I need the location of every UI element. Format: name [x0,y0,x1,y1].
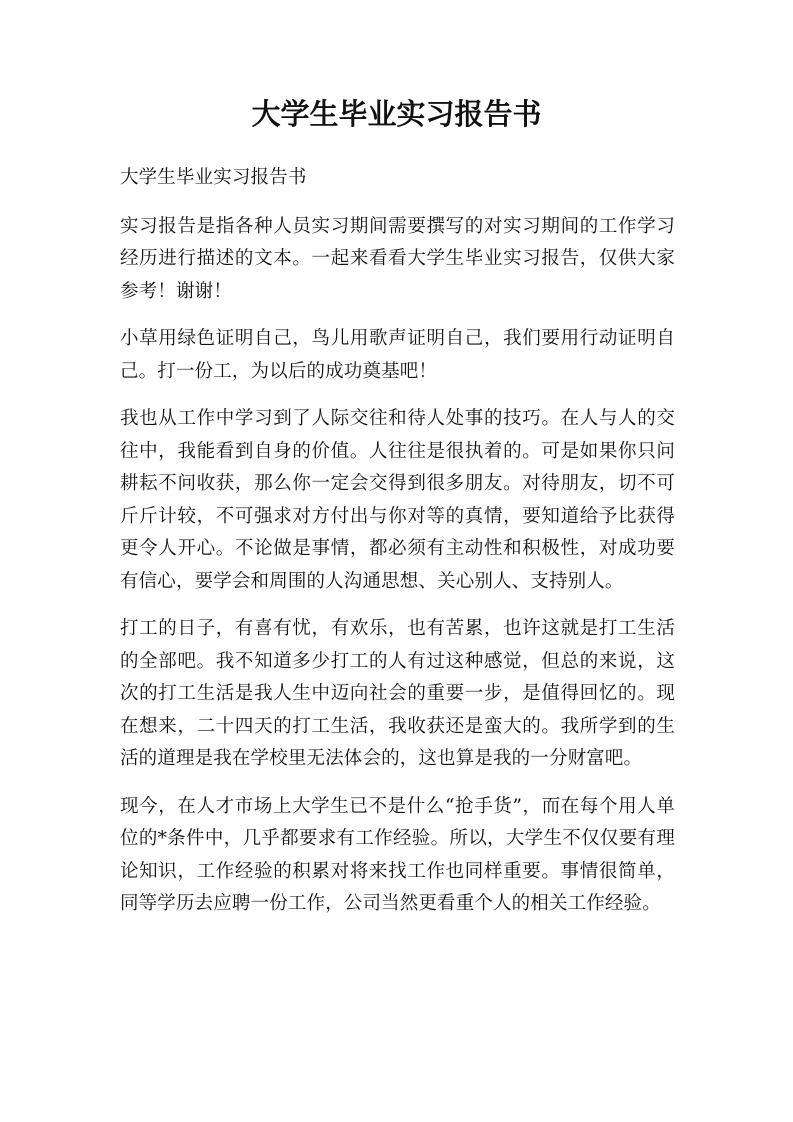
paragraph-interpersonal-skills: 我也从工作中学习到了人际交往和待人处事的技巧。在人与人的交往中，我能看到自身的价值。人往往是很执着的。可是如果你只问耕耘不问收获，那么你一定会交得到很多朋友。对待朋友，切不可斤斤计较，不可强求对方付出与你对等的真情，要知道给予比获得更令人开心。不论做是事情，都必须有主动性和积极性，对成功要有信心，要学会和周围的人沟通思想、关心别人、支持别人。 [120,408,675,592]
document-subtitle: 大学生毕业实习报告书 [120,167,307,188]
paragraph-work-life: 打工的日子，有喜有忧，有欢乐，也有苦累，也许这就是打工生活的全部吧。我不知道多少打工的人有过这种感觉，但总的来说，这次的打工生活是我人生中迈向社会的重要一步，是值得回忆的。现在想来，二十四天的打工生活，我收获还是蛮大的。我所学到的生活的道理是我在学校里无法体会的，这也算是我的一分财富吧。 [120,618,675,769]
paragraph-intro: 实习报告是指各种人员实习期间需要撰写的对实习期间的工作学习经历进行描述的文本。一起来看看大学生毕业实习报告，仅供大家参考！谢谢！ [120,215,675,302]
document-body [120,162,675,936]
paragraph-work-experience: 现今，在人才市场上大学生已不是什么“抢手货”，而在每个用人单位的*条件中，几乎都要求有工作经验。所以，大学生不仅仅要有理论知识，工作经验的积累对将来找工作也同样重要。事情很简单，同等学历去应聘一份工作，公司当然更看重个人的相关工作经验。 [120,795,675,914]
paragraph-motivation: 小草用绿色证明自己，鸟儿用歌声证明自己，我们要用行动证明自己。打一份工，为以后的成功奠基吧！ [120,328,675,382]
document-title: 大学生毕业实习报告书 [251,97,542,131]
